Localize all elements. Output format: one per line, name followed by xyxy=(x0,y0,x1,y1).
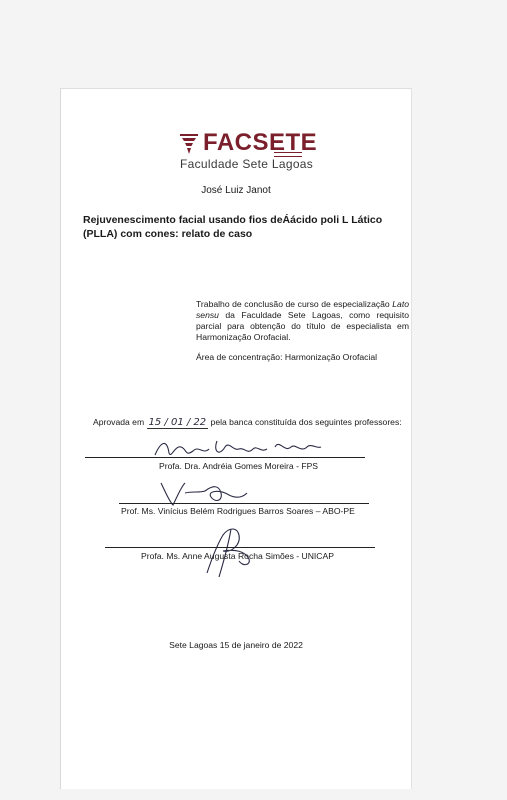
institution-logo xyxy=(179,129,319,172)
examiner-name-1: Profa. Dra. Andréia Gomes Moreira - FPS xyxy=(159,461,319,471)
place-and-date: Sete Lagoas 15 de janeiro de 2022 xyxy=(169,640,303,650)
examiner-name-3: Profa. Ms. Anne Augusta Rocha Simões - UNICAP xyxy=(141,551,334,561)
thesis-title: Rejuvenescimento facial usando fios deÁácido poli L Lático (PLLA) com cones: relato de caso xyxy=(83,214,383,240)
examiner-name-2: Prof. Ms. Vinícius Belém Rodrigues Barros Soares – ABO-PE xyxy=(121,506,355,516)
approval-prefix: Aprovada em xyxy=(93,417,145,427)
institution-subtitle: Faculdade Sete Lagoas xyxy=(180,157,314,171)
facsete-emblem-icon xyxy=(179,133,199,155)
approval-suffix: pela banca constituída dos seguintes professores: xyxy=(210,417,402,427)
author-name: José Luiz Janot xyxy=(201,185,271,196)
purpose-emphasis: Lato sensu xyxy=(196,299,409,320)
institution-name: FACSETE xyxy=(203,129,318,156)
signature-2 xyxy=(159,479,249,509)
document-page xyxy=(60,88,412,789)
approval-statement xyxy=(93,417,411,428)
signature-line-3 xyxy=(105,547,375,548)
signature-line-1 xyxy=(85,457,365,458)
purpose-suffix: da Faculdade Sete Lagoas, como requisito parcial para obtenção do título de especialista em Harmonização Orofacial. xyxy=(196,310,409,342)
approval-date: 15 / 01 / 22 xyxy=(148,417,207,428)
signature-1 xyxy=(153,433,323,463)
purpose-prefix: Trabalho de conclusão de curso de especialização xyxy=(196,299,390,309)
thesis-purpose xyxy=(196,299,409,343)
concentration-area: Área de concentração: Harmonização Orofacial xyxy=(196,352,378,362)
signature-line-2 xyxy=(119,503,369,504)
